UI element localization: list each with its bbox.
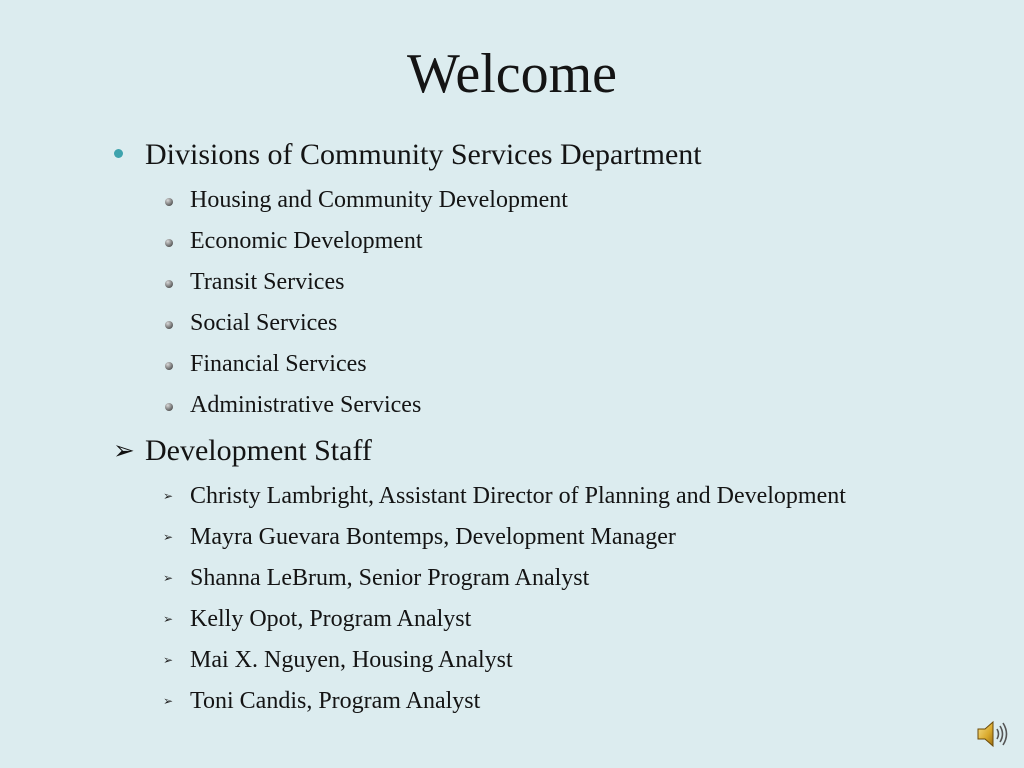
chevron-bullet-icon: ➢ xyxy=(163,612,174,626)
list-item-label: Social Services xyxy=(190,310,338,336)
list-item xyxy=(0,558,1024,599)
section-heading-staff xyxy=(0,426,1024,476)
ball-bullet-icon xyxy=(165,403,173,411)
list-item-label: Economic Development xyxy=(190,228,423,254)
section-heading-label: Development Staff xyxy=(145,434,372,467)
section-heading-divisions xyxy=(0,130,1024,180)
ball-bullet-icon xyxy=(165,280,173,288)
list-item xyxy=(0,385,1024,426)
slide-title: Welcome xyxy=(406,43,618,105)
ball-bullet-icon xyxy=(165,198,173,206)
arrow-bullet-icon: ➢ xyxy=(113,436,135,466)
list-item xyxy=(0,640,1024,681)
chevron-bullet-icon: ➢ xyxy=(163,530,174,544)
list-item-label: Housing and Community Development xyxy=(190,187,568,213)
speaker-icon[interactable] xyxy=(974,716,1010,752)
list-item-label: Kelly Opot, Program Analyst xyxy=(190,606,472,632)
list-item xyxy=(0,262,1024,303)
list-item xyxy=(0,303,1024,344)
list-item xyxy=(0,476,1024,517)
list-item-label: Christy Lambright, Assistant Director of Planning and Development xyxy=(190,483,846,509)
chevron-bullet-icon: ➢ xyxy=(163,571,174,585)
chevron-bullet-icon: ➢ xyxy=(163,489,174,503)
ball-bullet-icon xyxy=(165,239,173,247)
list-item-label: Shanna LeBrum, Senior Program Analyst xyxy=(190,565,590,591)
list-item xyxy=(0,599,1024,640)
list-item xyxy=(0,517,1024,558)
section-heading-label: Divisions of Community Services Department xyxy=(145,138,702,171)
bullet-dot-icon xyxy=(114,149,123,158)
list-item xyxy=(0,221,1024,262)
slide-content xyxy=(0,130,1024,722)
list-item-label: Mayra Guevara Bontemps, Development Manager xyxy=(190,524,676,550)
chevron-bullet-icon: ➢ xyxy=(163,653,174,667)
list-item-label: Financial Services xyxy=(190,351,367,377)
ball-bullet-icon xyxy=(165,321,173,329)
list-item-label: Administrative Services xyxy=(190,392,422,418)
list-item xyxy=(0,180,1024,221)
list-item xyxy=(0,344,1024,385)
chevron-bullet-icon: ➢ xyxy=(163,694,174,708)
ball-bullet-icon xyxy=(165,362,173,370)
list-item xyxy=(0,681,1024,722)
list-item-label: Toni Candis, Program Analyst xyxy=(190,688,481,714)
list-item-label: Mai X. Nguyen, Housing Analyst xyxy=(190,647,513,673)
list-item-label: Transit Services xyxy=(190,269,345,295)
